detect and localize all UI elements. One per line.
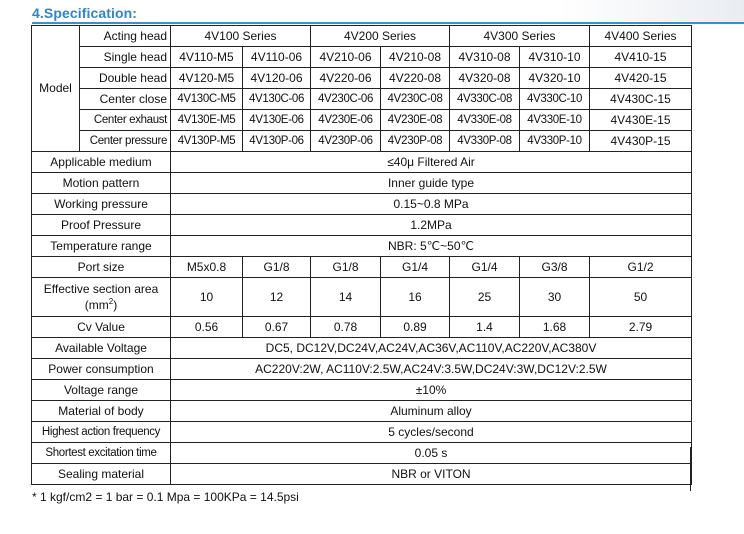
row-label: Single head — [80, 47, 171, 68]
model-cell: 4V130P-M5 — [171, 131, 243, 152]
row-label: Port size — [32, 257, 171, 278]
model-cell: 4V330C-08 — [450, 89, 520, 110]
table-row — [32, 173, 692, 194]
model-cell: 4V130E-M5 — [171, 110, 243, 131]
area-cell: 30 — [520, 278, 590, 317]
table-row — [32, 422, 692, 443]
model-cell: 4V210-06 — [311, 47, 381, 68]
model-cell: 4V110-06 — [243, 47, 311, 68]
cv-cell: 0.56 — [171, 317, 243, 338]
model-cell: 4V230E-06 — [311, 110, 381, 131]
spec-value: DC5, DC12V,DC24V,AC24V,AC36V,AC110V,AC220V,AC380V — [171, 338, 692, 359]
row-label: Material of body — [32, 401, 171, 422]
model-cell: 4V310-08 — [450, 47, 520, 68]
row-label: Applicable medium — [32, 152, 171, 173]
series-header: 4V300 Series — [450, 26, 590, 47]
table-row — [32, 278, 692, 317]
spec-value: 0.15~0.8 MPa — [171, 194, 692, 215]
model-cell: 4V230P-06 — [311, 131, 381, 152]
row-label: Motion pattern — [32, 173, 171, 194]
model-label: Model — [32, 26, 80, 152]
model-cell: 4V130C-06 — [243, 89, 311, 110]
table-row — [32, 194, 692, 215]
table-row — [32, 152, 692, 173]
section-title: 4.Specification: — [32, 5, 138, 21]
spec-value: ±10% — [171, 380, 692, 401]
spec-value: Aluminum alloy — [171, 401, 692, 422]
area-cell: 14 — [311, 278, 381, 317]
table-row — [32, 257, 692, 278]
table-row — [32, 215, 692, 236]
model-cell: 4V230P-08 — [381, 131, 450, 152]
port-cell: G1/4 — [381, 257, 450, 278]
series-header: 4V100 Series — [171, 26, 311, 47]
row-label: Sealing material — [32, 464, 171, 485]
row-label: Temperature range — [32, 236, 171, 257]
cv-cell: 0.67 — [243, 317, 311, 338]
series-header: 4V400 Series — [590, 26, 692, 47]
model-cell: 4V130E-06 — [243, 110, 311, 131]
area-cell: 12 — [243, 278, 311, 317]
table-row — [32, 380, 692, 401]
port-cell: G1/2 — [590, 257, 692, 278]
model-cell: 4V330P-08 — [450, 131, 520, 152]
row-label: Cv Value — [32, 317, 171, 338]
model-cell: 4V120-06 — [243, 68, 311, 89]
table-row — [32, 131, 692, 152]
model-cell: 4V330C-10 — [520, 89, 590, 110]
model-cell: 4V330P-10 — [520, 131, 590, 152]
row-label — [32, 278, 171, 317]
model-cell: 4V410-15 — [590, 47, 692, 68]
model-cell: 4V230E-08 — [381, 110, 450, 131]
row-label: Proof Pressure — [32, 215, 171, 236]
row-label: Highest action frequency — [32, 422, 171, 443]
row-label: Power consumption — [32, 359, 171, 380]
table-row — [32, 236, 692, 257]
table-row — [32, 26, 692, 47]
row-label: Shortest excitation time — [32, 443, 171, 464]
table-row — [32, 317, 692, 338]
effective-area-unit: $(mm^2)$ — [84, 297, 118, 312]
table-row — [32, 110, 692, 131]
model-cell: 4V320-08 — [450, 68, 520, 89]
cv-cell: 1.68 — [520, 317, 590, 338]
port-cell: G1/4 — [450, 257, 520, 278]
row-label: Voltage range — [32, 380, 171, 401]
table-row — [32, 47, 692, 68]
series-header: 4V200 Series — [311, 26, 450, 47]
model-cell: 4V330E-08 — [450, 110, 520, 131]
table-row — [32, 464, 692, 485]
area-cell: 50 — [590, 278, 692, 317]
spec-value: Inner guide type — [171, 173, 692, 194]
spec-value: NBR: 5℃~50℃ — [171, 236, 692, 257]
model-cell: 4V430C-15 — [590, 89, 692, 110]
cv-cell: 0.89 — [381, 317, 450, 338]
spec-value: 1.2MPa — [171, 215, 692, 236]
row-label: Double head — [80, 68, 171, 89]
model-cell: 4V310-10 — [520, 47, 590, 68]
model-cell: 4V130P-06 — [243, 131, 311, 152]
table-row — [32, 89, 692, 110]
row-label: Center close — [80, 89, 171, 110]
header-shade — [560, 0, 744, 22]
port-cell: M5x0.8 — [171, 257, 243, 278]
row-label: Center pressure — [80, 131, 171, 152]
effective-area-label: Effective section area — [43, 282, 159, 296]
model-cell: 4V430P-15 — [590, 131, 692, 152]
spec-value: 0.05 s — [171, 443, 692, 464]
table-row — [32, 443, 692, 464]
model-cell: 4V130C-M5 — [171, 89, 243, 110]
model-cell: 4V320-10 — [520, 68, 590, 89]
title-rule — [32, 22, 744, 24]
area-cell: 16 — [381, 278, 450, 317]
spec-value: NBR or VITON — [171, 464, 692, 485]
model-cell: 4V230C-08 — [381, 89, 450, 110]
specification-table — [31, 25, 692, 485]
cv-cell: 2.79 — [590, 317, 692, 338]
table-row — [32, 68, 692, 89]
row-label: Available Voltage — [32, 338, 171, 359]
area-cell: 10 — [171, 278, 243, 317]
cv-cell: 1.4 — [450, 317, 520, 338]
model-cell: 4V110-M5 — [171, 47, 243, 68]
model-cell: 4V120-M5 — [171, 68, 243, 89]
model-cell: 4V420-15 — [590, 68, 692, 89]
spec-value: 5 cycles/second — [171, 422, 692, 443]
spec-value: ≤40μ Filtered Air — [171, 152, 692, 173]
model-cell: 4V430E-15 — [590, 110, 692, 131]
model-cell: 4V330E-10 — [520, 110, 590, 131]
table-row — [32, 359, 692, 380]
table-row — [32, 401, 692, 422]
footnote: * 1 kgf/cm2 = 1 bar = 0.1 Mpa = 100KPa = 14.5psi — [32, 490, 299, 504]
port-cell: G1/8 — [311, 257, 381, 278]
cv-cell: 0.78 — [311, 317, 381, 338]
area-cell: 25 — [450, 278, 520, 317]
spec-value: AC220V:2W, AC110V:2.5W,AC24V:3.5W,DC24V:3W,DC12V:2.5W — [171, 359, 692, 380]
row-label: Working pressure — [32, 194, 171, 215]
row-label: Acting head — [80, 26, 171, 47]
model-cell: 4V230C-06 — [311, 89, 381, 110]
port-cell: G1/8 — [243, 257, 311, 278]
model-cell: 4V220-06 — [311, 68, 381, 89]
table-edge-rule — [690, 447, 691, 491]
model-cell: 4V210-08 — [381, 47, 450, 68]
port-cell: G3/8 — [520, 257, 590, 278]
row-label: Center exhaust — [80, 110, 171, 131]
table-row — [32, 338, 692, 359]
model-cell: 4V220-08 — [381, 68, 450, 89]
